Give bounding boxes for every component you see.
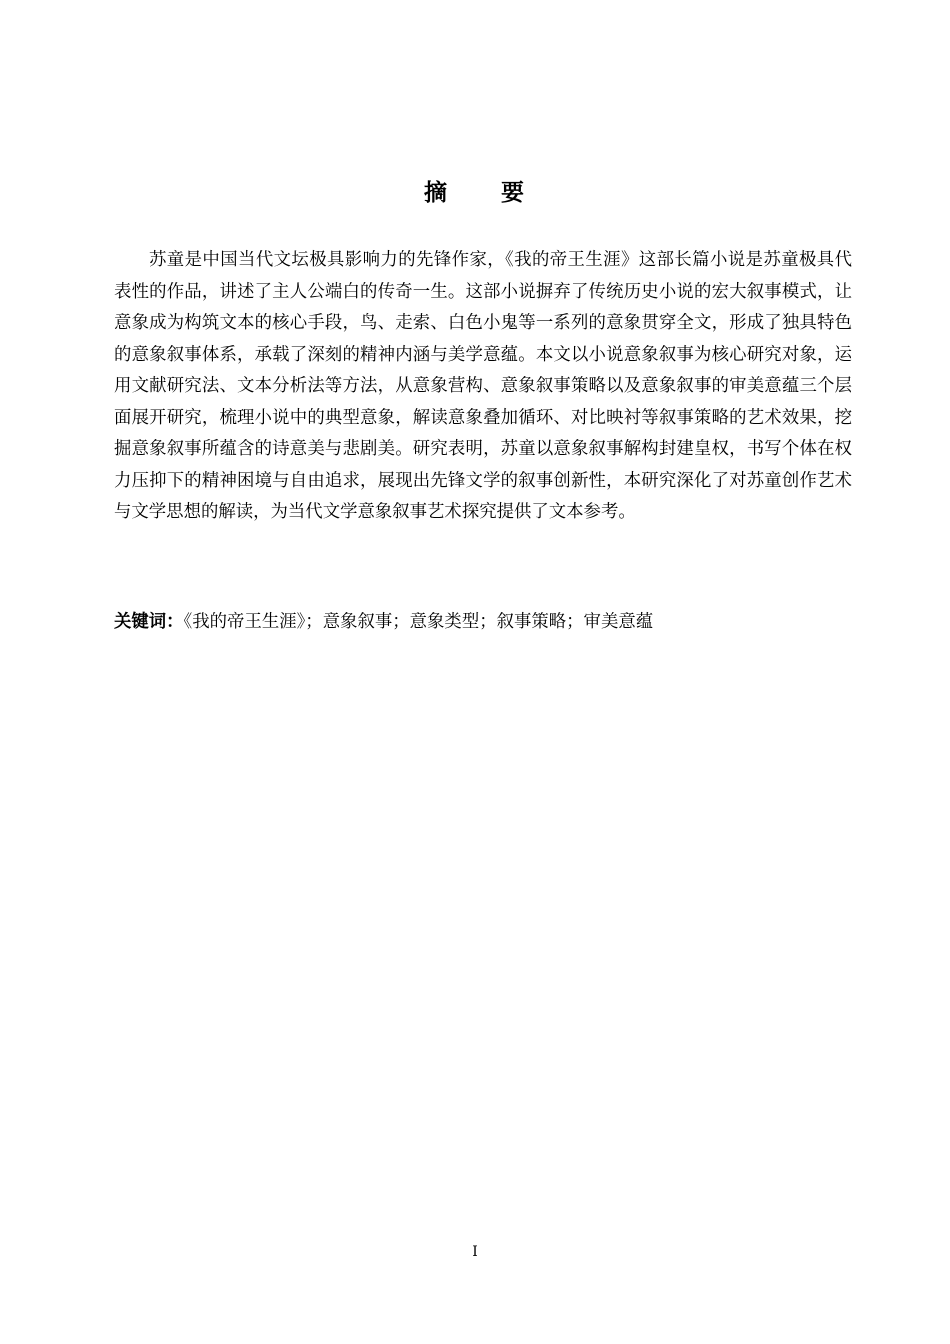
keywords-line	[114, 607, 852, 638]
abstract-paragraph: 苏童是中国当代文坛极具影响力的先锋作家，《我的帝王生涯》这部长篇小说是苏童极具代表性的作品，讲述了主人公端白的传奇一生。这部小说摒弃了传统历史小说的宏大叙事模式，让意象成为构筑文本的核心手段，鸟、走索、白色小鬼等一系列的意象贯穿全文，形成了独具特色的意象叙事体系，承载了深刻的精神内涵与美学意蕴。本文以小说意象叙事为核心研究对象，运用文献研究法、文本分析法等方法，从意象营构、意象叙事策略以及意象叙事的审美意蕴三个层面展开研究，梳理小说中的典型意象，解读意象叠加循环、对比映衬等叙事策略的艺术效果，挖掘意象叙事所蕴含的诗意美与悲剧美。研究表明，苏童以意象叙事解构封建皇权，书写个体在权力压抑下的精神困境与自由追求，展现出先锋文学的叙事创新性，本研究深化了对苏童创作艺术与文学思想的解读，为当代文学意象叙事艺术探究提供了文本参考。	[114, 250, 852, 522]
keywords-text: 《我的帝王生涯》；意象叙事；意象类型；叙事策略；审美意蕴	[183, 612, 654, 632]
keywords-label: 关键词：	[114, 612, 184, 632]
page-number: I	[472, 1244, 478, 1260]
page-title	[0, 177, 950, 209]
title-char-2: 要	[501, 180, 526, 206]
title-char-1: 摘	[424, 180, 449, 206]
